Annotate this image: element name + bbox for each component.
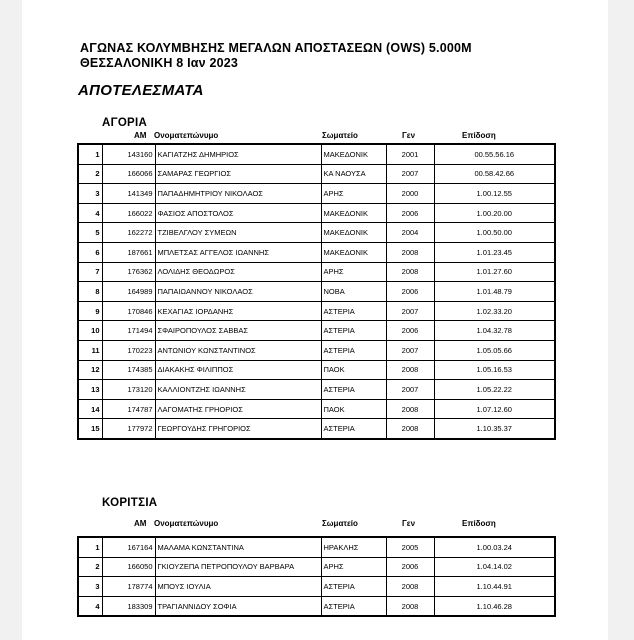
am-cell: 183309 — [102, 596, 155, 616]
am-cell: 166022 — [102, 203, 155, 223]
rank-cell: 11 — [78, 340, 102, 360]
club-cell: ΜΑΚΕΔΟΝΙΚ — [321, 223, 386, 243]
time-cell: 1.05.16.53 — [434, 360, 555, 380]
column-header-name: Ονοματεπώνυμο — [154, 131, 219, 140]
column-header-name: Ονοματεπώνυμο — [154, 519, 219, 528]
am-cell: 171494 — [102, 321, 155, 341]
table-row — [78, 262, 555, 282]
table-row — [78, 537, 555, 557]
results-heading: ΑΠΟΤΕΛΕΣΜΑΤΑ — [78, 82, 204, 99]
name-cell: ΜΑΛΑΜΑ ΚΩΝΣΤΑΝΤΙΝΑ — [155, 537, 321, 557]
gen-cell: 2008 — [386, 399, 434, 419]
gen-cell: 2006 — [386, 282, 434, 302]
column-header-am: ΑΜ — [134, 519, 147, 528]
column-header-gen: Γεν — [402, 131, 416, 140]
gen-cell: 2007 — [386, 301, 434, 321]
time-cell: 1.01.27.60 — [434, 262, 555, 282]
name-cell: ΚΑΓΙΑΤΖΗΣ ΔΗΜΗΡΙΟΣ — [155, 144, 321, 164]
am-cell: 164989 — [102, 282, 155, 302]
girls-column-headers — [22, 519, 608, 531]
column-header-am: ΑΜ — [134, 131, 147, 140]
am-cell: 170223 — [102, 340, 155, 360]
time-cell: 1.05.05.66 — [434, 340, 555, 360]
gen-cell: 2001 — [386, 144, 434, 164]
rank-cell: 13 — [78, 380, 102, 400]
club-cell: ΑΣΤΕΡΙΑ — [321, 340, 386, 360]
girls-results-table — [77, 536, 556, 617]
rank-cell: 10 — [78, 321, 102, 341]
am-cell: 177972 — [102, 419, 155, 439]
rank-cell: 15 — [78, 419, 102, 439]
club-cell: ΑΡΗΣ — [321, 557, 386, 577]
am-cell: 143160 — [102, 144, 155, 164]
time-cell: 00.58.42.66 — [434, 164, 555, 184]
time-cell: 1.01.48.79 — [434, 282, 555, 302]
rank-cell: 14 — [78, 399, 102, 419]
boys-results-table — [77, 143, 556, 440]
rank-cell: 3 — [78, 577, 102, 597]
gen-cell: 2008 — [386, 577, 434, 597]
gen-cell: 2000 — [386, 184, 434, 204]
gen-cell: 2008 — [386, 242, 434, 262]
time-cell: 1.01.23.45 — [434, 242, 555, 262]
time-cell: 1.04.14.02 — [434, 557, 555, 577]
rank-cell: 6 — [78, 242, 102, 262]
club-cell: ΑΣΤΕΡΙΑ — [321, 301, 386, 321]
table-row — [78, 144, 555, 164]
name-cell: ΓΕΩΡΓΟΥΔΗΣ ΓΡΗΓΟΡΙΟΣ — [155, 419, 321, 439]
rank-cell: 12 — [78, 360, 102, 380]
document-subtitle: ΘΕΣΣΑΛΟΝΙΚΗ 8 Ιαν 2023 — [80, 56, 239, 70]
club-cell: ΠΑΟΚ — [321, 360, 386, 380]
time-cell: 1.00.12.55 — [434, 184, 555, 204]
name-cell: ΠΑΠΑΙΩΑΝΝΟΥ ΝΙΚΟΛΑΟΣ — [155, 282, 321, 302]
club-cell: ΑΣΤΕΡΙΑ — [321, 596, 386, 616]
rank-cell: 1 — [78, 144, 102, 164]
am-cell: 176362 — [102, 262, 155, 282]
club-cell: ΜΑΚΕΔΟΝΙΚ — [321, 203, 386, 223]
table-row — [78, 203, 555, 223]
table-row — [78, 321, 555, 341]
column-header-club: Σωματείο — [322, 131, 358, 140]
time-cell: 1.00.03.24 — [434, 537, 555, 557]
time-cell: 1.10.44.91 — [434, 577, 555, 597]
column-header-time: Επίδοση — [462, 519, 496, 528]
club-cell: ΑΣΤΕΡΙΑ — [321, 380, 386, 400]
rank-cell: 5 — [78, 223, 102, 243]
rank-cell: 2 — [78, 557, 102, 577]
rank-cell: 4 — [78, 203, 102, 223]
name-cell: ΦΑΣΙΟΣ ΑΠΟΣΤΟΛΟΣ — [155, 203, 321, 223]
rank-cell: 3 — [78, 184, 102, 204]
table-row — [78, 399, 555, 419]
table-row — [78, 340, 555, 360]
gen-cell: 2005 — [386, 537, 434, 557]
club-cell: ΚΑ ΝΑΟΥΣΑ — [321, 164, 386, 184]
name-cell: ΠΑΠΑΔΗΜΗΤΡΙΟΥ ΝΙΚΟΛΑΟΣ — [155, 184, 321, 204]
table-row — [78, 380, 555, 400]
table-row — [78, 577, 555, 597]
table-row — [78, 223, 555, 243]
time-cell: 1.10.35.37 — [434, 419, 555, 439]
girls-heading: ΚΟΡΙΤΣΙΑ — [102, 497, 158, 509]
gen-cell: 2008 — [386, 262, 434, 282]
gen-cell: 2007 — [386, 164, 434, 184]
gen-cell: 2006 — [386, 557, 434, 577]
name-cell: ΔΙΑΚΑΚΗΣ ΦΙΛΙΠΠΟΣ — [155, 360, 321, 380]
name-cell: ΓΚΙΟΥΖΕΠΑ ΠΕΤΡΟΠΟΥΛΟΥ ΒΑΡΒΑΡΑ — [155, 557, 321, 577]
rank-cell: 8 — [78, 282, 102, 302]
gen-cell: 2006 — [386, 203, 434, 223]
gen-cell: 2007 — [386, 340, 434, 360]
table-row — [78, 184, 555, 204]
time-cell: 1.07.12.60 — [434, 399, 555, 419]
rank-cell: 4 — [78, 596, 102, 616]
club-cell: ΑΡΗΣ — [321, 262, 386, 282]
column-header-club: Σωματείο — [322, 519, 358, 528]
gen-cell: 2007 — [386, 380, 434, 400]
boys-heading: ΑΓΟΡΙΑ — [102, 117, 148, 129]
column-header-time: Επίδοση — [462, 131, 496, 140]
am-cell: 174787 — [102, 399, 155, 419]
club-cell: ΠΑΟΚ — [321, 399, 386, 419]
rank-cell: 9 — [78, 301, 102, 321]
time-cell: 1.00.20.00 — [434, 203, 555, 223]
rank-cell: 1 — [78, 537, 102, 557]
club-cell: ΑΣΤΕΡΙΑ — [321, 419, 386, 439]
table-row — [78, 164, 555, 184]
time-cell: 00.55.56.16 — [434, 144, 555, 164]
name-cell: ΚΕΧΑΓΙΑΣ ΙΟΡΔΑΝΗΣ — [155, 301, 321, 321]
club-cell: ΗΡΑΚΛΗΣ — [321, 537, 386, 557]
name-cell: ΤΡΑΓΙΑΝΝΙΔΟΥ ΣΟΦΙΑ — [155, 596, 321, 616]
name-cell: ΣΑΜΑΡΑΣ ΓΕΩΡΓΙΟΣ — [155, 164, 321, 184]
boys-column-headers — [22, 131, 608, 143]
gen-cell: 2006 — [386, 321, 434, 341]
am-cell: 174385 — [102, 360, 155, 380]
document-page — [22, 0, 608, 640]
table-row — [78, 242, 555, 262]
gen-cell: 2008 — [386, 596, 434, 616]
table-row — [78, 360, 555, 380]
club-cell: ΑΣΤΕΡΙΑ — [321, 577, 386, 597]
document-title: ΑΓΩΝΑΣ ΚΟΛΥΜΒΗΣΗΣ ΜΕΓΑΛΩΝ ΑΠΟΣΤΑΣΕΩΝ (OWS) 5.000M — [80, 41, 472, 55]
name-cell: ΜΠΛΕΤΣΑΣ ΑΓΓΕΛΟΣ ΙΩΑΝΝΗΣ — [155, 242, 321, 262]
time-cell: 1.05.22.22 — [434, 380, 555, 400]
rank-cell: 2 — [78, 164, 102, 184]
time-cell: 1.02.33.20 — [434, 301, 555, 321]
club-cell: ΜΑΚΕΔΟΝΙΚ — [321, 242, 386, 262]
name-cell: ΤΖΙΒΕΛΓΛΟΥ ΣΥΜΕΩΝ — [155, 223, 321, 243]
am-cell: 178774 — [102, 577, 155, 597]
am-cell: 173120 — [102, 380, 155, 400]
am-cell: 162272 — [102, 223, 155, 243]
am-cell: 167164 — [102, 537, 155, 557]
time-cell: 1.10.46.28 — [434, 596, 555, 616]
table-row — [78, 557, 555, 577]
table-row — [78, 596, 555, 616]
name-cell: ΛΟΛΙΔΗΣ ΘΕΟΔΩΡΟΣ — [155, 262, 321, 282]
gen-cell: 2008 — [386, 360, 434, 380]
name-cell: ΛΑΓΟΜΑΤΗΣ ΓΡΗΟΡΙΟΣ — [155, 399, 321, 419]
gen-cell: 2008 — [386, 419, 434, 439]
am-cell: 187661 — [102, 242, 155, 262]
table-row — [78, 419, 555, 439]
name-cell: ΣΦΑΙΡΟΠΟΥΛΟΣ ΣΑΒΒΑΣ — [155, 321, 321, 341]
name-cell: ΚΑΛΛΙΟΝΤΖΗΣ ΙΩΑΝΝΗΣ — [155, 380, 321, 400]
club-cell: ΑΡΗΣ — [321, 184, 386, 204]
am-cell: 141349 — [102, 184, 155, 204]
name-cell: ΑΝΤΩΝΙΟΥ ΚΩΝΣΤΑΝΤΙΝΟΣ — [155, 340, 321, 360]
am-cell: 166066 — [102, 164, 155, 184]
am-cell: 166050 — [102, 557, 155, 577]
column-header-gen: Γεν — [402, 519, 416, 528]
time-cell: 1.04.32.78 — [434, 321, 555, 341]
am-cell: 170846 — [102, 301, 155, 321]
club-cell: ΑΣΤΕΡΙΑ — [321, 321, 386, 341]
club-cell: ΜΑΚΕΔΟΝΙΚ — [321, 144, 386, 164]
club-cell: ΝΟΒΑ — [321, 282, 386, 302]
gen-cell: 2004 — [386, 223, 434, 243]
name-cell: ΜΠΟΥΣ ΙΟΥΛΙΑ — [155, 577, 321, 597]
table-row — [78, 301, 555, 321]
time-cell: 1.00.50.00 — [434, 223, 555, 243]
rank-cell: 7 — [78, 262, 102, 282]
table-row — [78, 282, 555, 302]
